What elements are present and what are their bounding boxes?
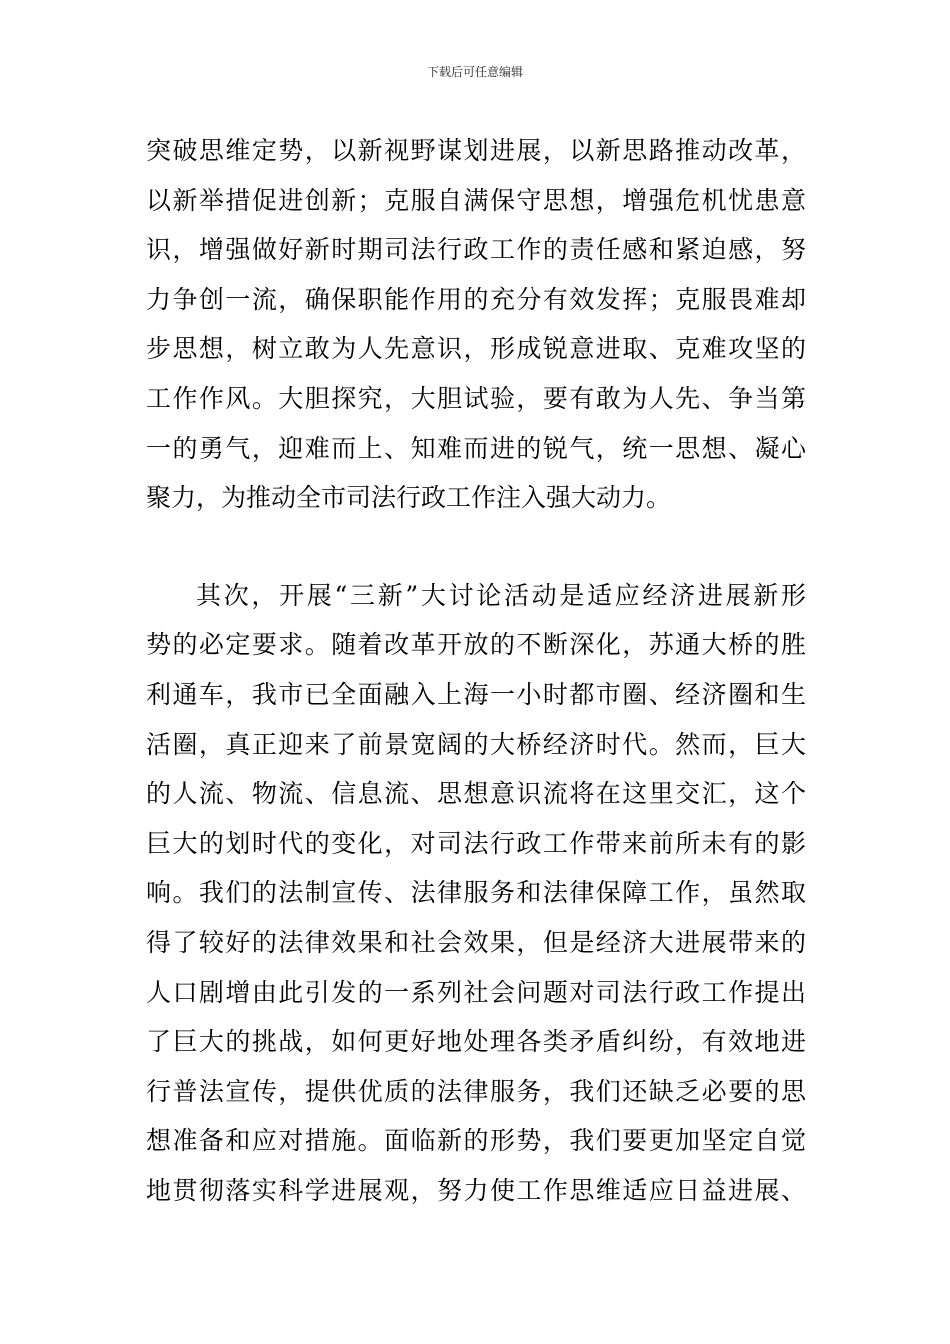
text-line: 以新举措促进创新；克服自满保守思想，增强危机忧患意 [146, 185, 806, 215]
text-line: 巨大的划时代的变化，对司法行政工作带来前所未有的影 [146, 828, 806, 858]
text-line: 一的勇气，迎难而上、知难而进的锐气，统一思想、凝心 [146, 433, 806, 463]
text-line: 步思想，树立敢为人先意识，形成锐意进取、克难攻坚的 [146, 334, 806, 364]
page-header: 下载后可任意编辑 [426, 65, 523, 79]
text-line: 识，增强做好新时期司法行政工作的责任感和紧迫感，努 [146, 235, 806, 265]
paragraph-2 [146, 571, 806, 1216]
paragraph-spacer [146, 523, 806, 571]
text-line: 的人流、物流、信息流、思想意识流将在这里交汇，这个 [146, 779, 806, 809]
text-line: 响。我们的法制宣传、法律服务和法律保障工作，虽然取 [146, 878, 806, 908]
text-line: 突破思维定势，以新视野谋划进展，以新思路推动改革， [146, 136, 806, 165]
text-line: 了巨大的挑战，如何更好地处理各类矛盾纠纷，有效地进 [146, 1027, 806, 1057]
paragraph-1 [146, 126, 806, 523]
text-line: 势的必定要求。随着改革开放的不断深化，苏通大桥的胜 [146, 630, 806, 660]
text-line: 利通车，我市已全面融入上海一小时都市圈、经济圈和生 [146, 679, 806, 709]
text-line: 其次，开展“三新”大讨论活动是适应经济进展新形 [196, 580, 806, 610]
document-body [146, 126, 806, 1215]
text-line: 地贯彻落实科学进展观，努力使工作思维适应日益进展、 [146, 1175, 806, 1205]
text-line: 力争创一流，确保职能作用的充分有效发挥；克服畏难却 [146, 284, 806, 314]
text-line: 工作作风。大胆探究，大胆试验，要有敢为人先、争当第 [146, 383, 806, 413]
text-line: 行普法宣传，提供优质的法律服务，我们还缺乏必要的思 [146, 1076, 806, 1106]
text-line: 聚力，为推动全市司法行政工作注入强大动力。 [146, 483, 672, 513]
text-line: 想准备和应对措施。面临新的形势，我们要更加坚定自觉 [146, 1126, 806, 1156]
text-line: 人口剧增由此引发的一系列社会问题对司法行政工作提出 [146, 977, 806, 1007]
text-line: 得了较好的法律效果和社会效果，但是经济大进展带来的 [146, 927, 806, 957]
text-line: 活圈，真正迎来了前景宽阔的大桥经济时代。然而，巨大 [146, 729, 806, 759]
